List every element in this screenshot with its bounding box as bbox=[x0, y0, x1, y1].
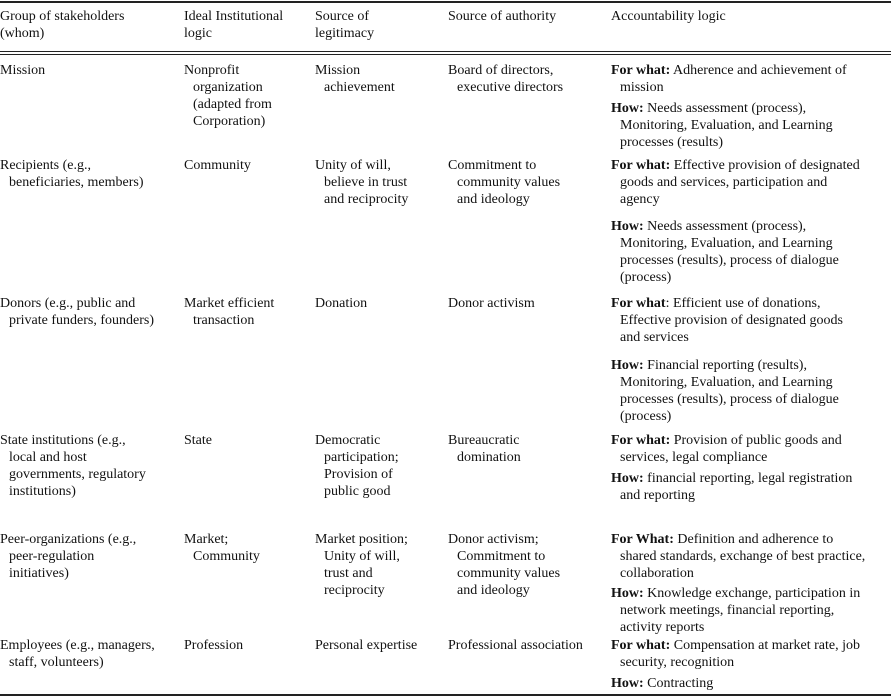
accountability-line bbox=[611, 432, 842, 449]
accountability-line bbox=[611, 218, 839, 235]
cell-line: believe in trust bbox=[324, 175, 408, 190]
cell-line: executive directors bbox=[457, 80, 564, 95]
accountability-text: Effective provision of designated bbox=[673, 158, 860, 173]
accountability-line bbox=[611, 157, 860, 174]
cell-line: Community bbox=[184, 158, 251, 173]
accountability-label: How: bbox=[611, 101, 644, 116]
cell-legitimacy bbox=[315, 295, 367, 312]
cell-logic bbox=[184, 637, 243, 654]
cell-line: Peer-organizations (e.g., bbox=[0, 532, 137, 547]
cell-legitimacy bbox=[315, 432, 399, 500]
cell-line: Unity of will, bbox=[315, 158, 391, 173]
cell-line: peer-regulation bbox=[9, 549, 95, 564]
cell-line: Commitment to bbox=[448, 158, 537, 173]
accountability-line: network meetings, financial reporting, bbox=[620, 603, 835, 618]
cell-group bbox=[0, 432, 146, 500]
cell-line: achievement bbox=[324, 80, 395, 95]
cell-line: and reciprocity bbox=[324, 192, 409, 207]
accountability-label: How: bbox=[611, 219, 644, 234]
cell-line: Accountability logic bbox=[611, 9, 726, 24]
accountability-line: agency bbox=[620, 192, 660, 207]
accountability-label: How: bbox=[611, 358, 644, 373]
cell-line: trust and bbox=[324, 566, 373, 581]
accountability-text: Compensation at market rate, job bbox=[673, 638, 860, 653]
cell-legitimacy bbox=[315, 62, 395, 96]
accountability-label: For what: bbox=[611, 433, 671, 448]
accountability-label: How: bbox=[611, 471, 644, 486]
cell-authority bbox=[448, 637, 583, 654]
cell-line: and ideology bbox=[457, 192, 530, 207]
accountability-for-what bbox=[611, 62, 847, 96]
accountability-label: For what bbox=[611, 296, 666, 311]
cell-logic bbox=[184, 157, 251, 174]
cell-line: Donor activism; bbox=[448, 532, 539, 547]
accountability-line: Monitoring, Evaluation, and Learning bbox=[620, 236, 833, 251]
accountability-line: mission bbox=[620, 80, 664, 95]
accountability-for-what bbox=[611, 295, 843, 346]
accountability-line bbox=[611, 62, 847, 79]
cell-line: staff, volunteers) bbox=[9, 655, 104, 670]
cell-authority bbox=[448, 157, 560, 208]
cell-group bbox=[0, 531, 136, 582]
cell-line: Source of bbox=[315, 9, 370, 24]
cell-line: Board of directors, bbox=[448, 63, 554, 78]
accountability-line: activity reports bbox=[620, 620, 705, 635]
cell-line: Ideal Institutional bbox=[184, 9, 284, 24]
cell-line: and ideology bbox=[457, 583, 530, 598]
cell-line: Commitment to bbox=[457, 549, 546, 564]
cell-line: Mission bbox=[0, 63, 46, 78]
cell-line: community values bbox=[457, 175, 561, 190]
cell-line: Market efficient bbox=[184, 296, 275, 311]
cell-line: (adapted from bbox=[193, 97, 272, 112]
accountability-line bbox=[611, 531, 865, 548]
accountability-line bbox=[611, 470, 852, 487]
cell-line: Group of stakeholders bbox=[0, 9, 125, 24]
cell-line: Community bbox=[193, 549, 260, 564]
cell-line: domination bbox=[457, 450, 521, 465]
accountability-for-what bbox=[611, 637, 860, 671]
cell-line: Provision of bbox=[324, 467, 393, 482]
accountability-text: : Efficient use of donations, bbox=[665, 296, 821, 311]
cell-authority bbox=[448, 432, 521, 466]
cell-line: transaction bbox=[193, 313, 255, 328]
accountability-line: Monitoring, Evaluation, and Learning bbox=[620, 375, 833, 390]
accountability-how bbox=[611, 218, 839, 286]
cell-logic bbox=[184, 62, 272, 130]
cell-group bbox=[0, 637, 155, 671]
cell-authority bbox=[448, 295, 535, 312]
cell-line: initiatives) bbox=[9, 566, 69, 581]
accountability-line bbox=[611, 675, 713, 692]
accountability-label: How: bbox=[611, 676, 644, 691]
cell-line: community values bbox=[457, 566, 561, 581]
cell-line: Corporation) bbox=[193, 114, 266, 129]
top-rule bbox=[0, 1, 891, 3]
cell-line: Employees (e.g., managers, bbox=[0, 638, 155, 653]
cell-line: Mission bbox=[315, 63, 361, 78]
accountability-text: Definition and adherence to bbox=[677, 532, 834, 547]
cell-legitimacy bbox=[315, 637, 417, 654]
accountability-how bbox=[611, 357, 839, 425]
header-rule-2 bbox=[0, 54, 891, 55]
accountability-line: Effective provision of designated goods bbox=[620, 313, 843, 328]
cell-line: beneficiaries, members) bbox=[9, 175, 144, 190]
header-authority bbox=[448, 8, 556, 25]
header-group bbox=[0, 8, 124, 42]
cell-line: State bbox=[184, 433, 212, 448]
accountability-line: shared standards, exchange of best practice, bbox=[620, 549, 866, 564]
cell-logic bbox=[184, 432, 212, 449]
accountability-text: Knowledge exchange, participation in bbox=[647, 586, 861, 601]
bottom-rule bbox=[0, 694, 891, 696]
cell-line: State institutions (e.g., bbox=[0, 433, 126, 448]
accountability-text: Needs assessment (process), bbox=[647, 219, 807, 234]
accountability-label: For what: bbox=[611, 158, 671, 173]
cell-line: Bureaucratic bbox=[448, 433, 520, 448]
accountability-for-what bbox=[611, 432, 842, 466]
cell-line: Market position; bbox=[315, 532, 408, 547]
accountability-line: (process) bbox=[620, 270, 672, 285]
header-logic bbox=[184, 8, 283, 42]
accountability-line: Monitoring, Evaluation, and Learning bbox=[620, 118, 833, 133]
cell-line: Unity of will, bbox=[324, 549, 400, 564]
cell-line: Donation bbox=[315, 296, 368, 311]
cell-line: participation; bbox=[324, 450, 399, 465]
cell-authority bbox=[448, 531, 560, 599]
accountability-line: processes (results) bbox=[620, 135, 724, 150]
accountability-line bbox=[611, 295, 843, 312]
accountability-line: and services bbox=[620, 330, 689, 345]
accountability-line: and reporting bbox=[620, 488, 696, 503]
accountability-text: Financial reporting (results), bbox=[647, 358, 807, 373]
cell-line: Profession bbox=[184, 638, 244, 653]
accountability-text: Adherence and achievement of bbox=[672, 63, 847, 78]
accountability-how bbox=[611, 585, 860, 636]
cell-logic bbox=[184, 295, 274, 329]
accountability-for-what bbox=[611, 531, 865, 582]
cell-line: Market; bbox=[184, 532, 229, 547]
cell-line: Nonprofit bbox=[184, 63, 240, 78]
accountability-line bbox=[611, 100, 833, 117]
cell-line: governments, regulatory bbox=[9, 467, 146, 482]
accountability-line: goods and services, participation and bbox=[620, 175, 828, 190]
accountability-line: collaboration bbox=[620, 566, 694, 581]
cell-line: local and host bbox=[9, 450, 87, 465]
cell-line: legitimacy bbox=[315, 26, 375, 41]
accountability-text: Needs assessment (process), bbox=[647, 101, 807, 116]
cell-line: Professional association bbox=[448, 638, 583, 653]
cell-authority bbox=[448, 62, 563, 96]
cell-group bbox=[0, 295, 154, 329]
accountability-label: How: bbox=[611, 586, 644, 601]
header-accountability bbox=[611, 8, 726, 25]
cell-line: reciprocity bbox=[324, 583, 385, 598]
cell-line: institutions) bbox=[9, 484, 76, 499]
cell-group bbox=[0, 62, 45, 79]
accountability-text: Contracting bbox=[647, 676, 714, 691]
cell-legitimacy bbox=[315, 531, 408, 599]
accountability-line: security, recognition bbox=[620, 655, 735, 670]
cell-line: Donor activism bbox=[448, 296, 535, 311]
cell-line: Source of authority bbox=[448, 9, 557, 24]
accountability-line bbox=[611, 357, 839, 374]
cell-logic bbox=[184, 531, 260, 565]
accountability-line: processes (results), process of dialogue bbox=[620, 253, 839, 268]
accountability-line: (process) bbox=[620, 409, 672, 424]
accountability-how bbox=[611, 470, 852, 504]
cell-group bbox=[0, 157, 144, 191]
cell-line: (whom) bbox=[0, 26, 45, 41]
accountability-text: financial reporting, legal registration bbox=[647, 471, 853, 486]
cell-line: private funders, founders) bbox=[9, 313, 155, 328]
cell-line: public good bbox=[324, 484, 391, 499]
cell-line: Personal expertise bbox=[315, 638, 418, 653]
accountability-line bbox=[611, 585, 860, 602]
accountability-for-what bbox=[611, 157, 860, 208]
accountability-how bbox=[611, 100, 833, 151]
header-rule-1 bbox=[0, 51, 891, 52]
accountability-line bbox=[611, 637, 860, 654]
cell-line: logic bbox=[184, 26, 212, 41]
accountability-label: For what: bbox=[611, 63, 671, 78]
accountability-label: For what: bbox=[611, 638, 671, 653]
accountability-how bbox=[611, 675, 713, 692]
cell-line: Donors (e.g., public and bbox=[0, 296, 136, 311]
cell-legitimacy bbox=[315, 157, 408, 208]
cell-line: Democratic bbox=[315, 433, 381, 448]
header-legitimacy bbox=[315, 8, 374, 42]
accountability-line: services, legal compliance bbox=[620, 450, 768, 465]
cell-line: Recipients (e.g., bbox=[0, 158, 91, 173]
cell-line: organization bbox=[193, 80, 263, 95]
accountability-label: For What: bbox=[611, 532, 674, 547]
accountability-line: processes (results), process of dialogue bbox=[620, 392, 839, 407]
accountability-text: Provision of public goods and bbox=[673, 433, 842, 448]
